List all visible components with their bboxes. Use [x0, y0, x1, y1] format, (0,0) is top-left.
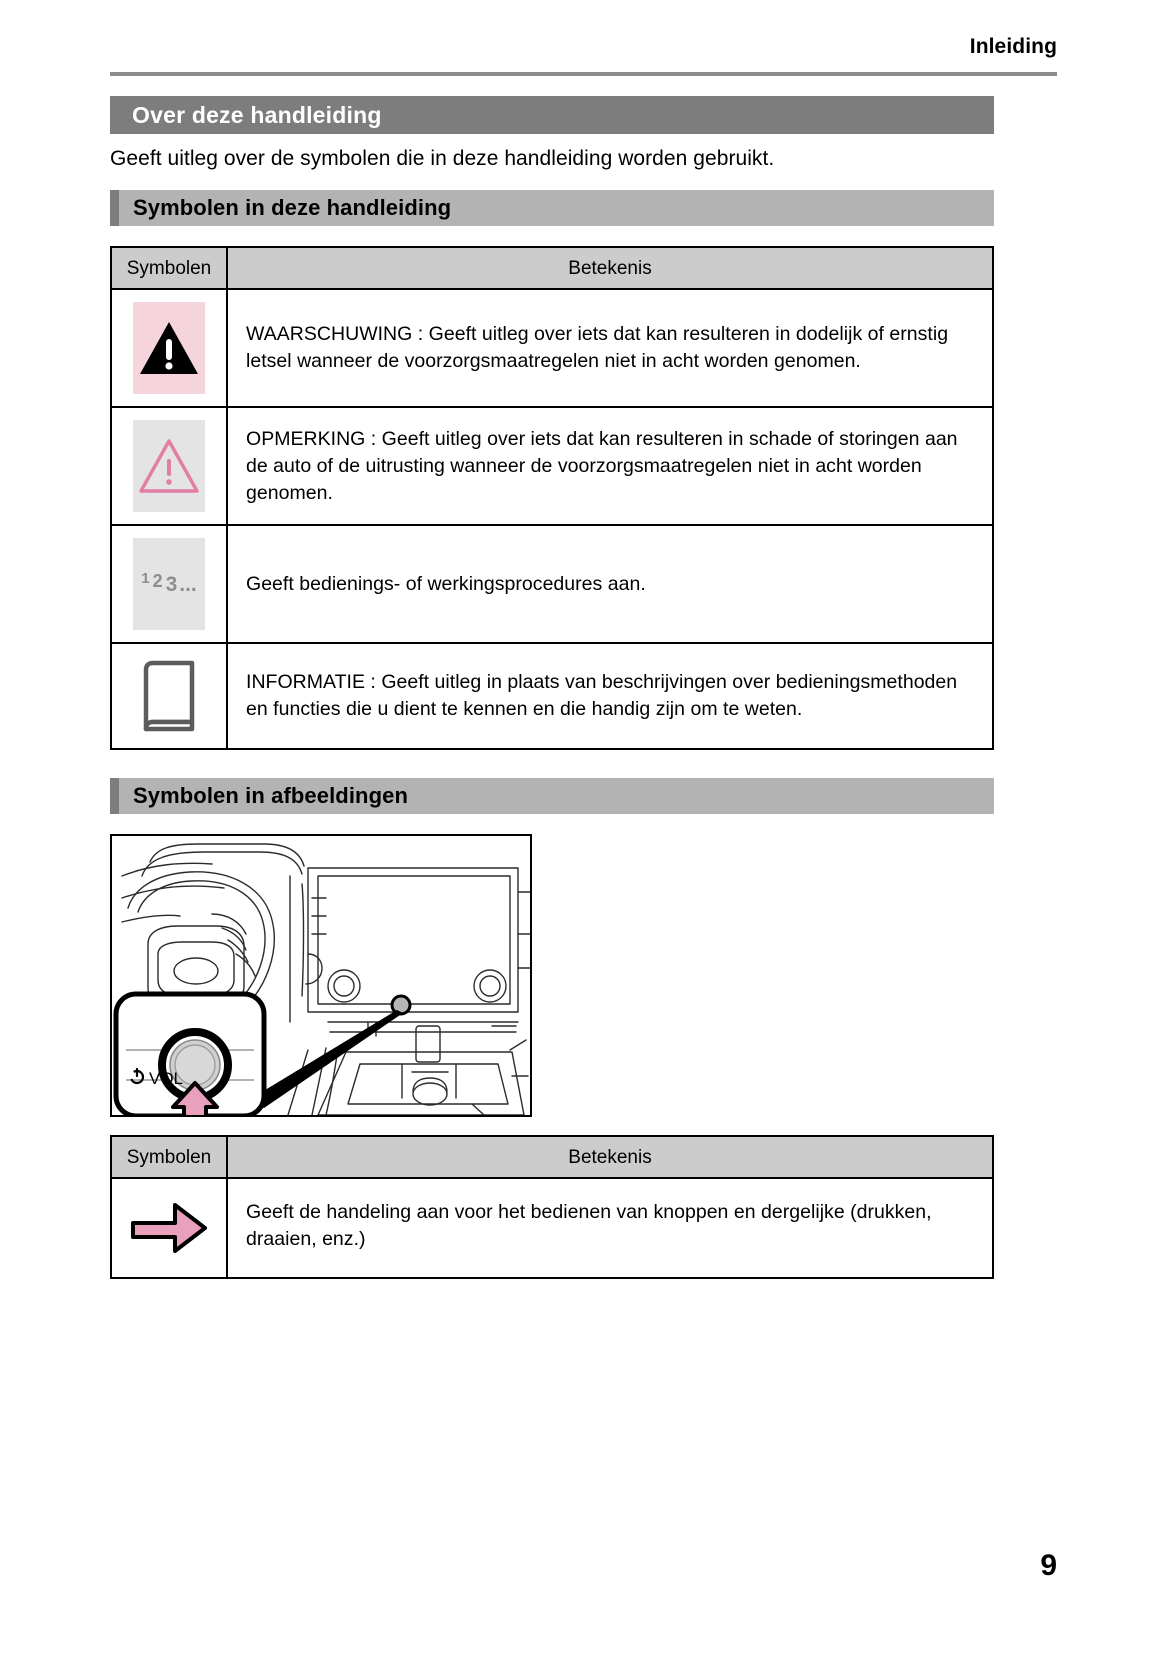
step-number-2: 2 — [152, 570, 163, 591]
subsection-title: Symbolen in deze handleiding — [133, 195, 452, 221]
symbol-wrapper — [112, 408, 226, 524]
meaning-cell — [227, 407, 993, 525]
meaning-cell — [227, 643, 993, 749]
table-row — [111, 289, 993, 407]
car-interior-dashboard-illustration — [110, 834, 532, 1117]
page-content — [110, 96, 994, 1279]
symbol-wrapper — [112, 290, 226, 406]
symbol-wrapper — [112, 1185, 226, 1271]
symbol-cell — [111, 525, 227, 643]
meaning-cell — [227, 1178, 993, 1278]
section-title: Over deze handleiding — [132, 101, 382, 128]
meaning-text: OPMERKING : Geeft uitleg over iets dat kan resulteren in schade of storingen aan de auto of de uitrusting wanneer de voorzorgsmaatregelen niet in acht worden genomen. — [246, 427, 958, 504]
table-row — [111, 1178, 993, 1278]
symbol-wrapper — [112, 526, 226, 642]
meaning-cell — [227, 289, 993, 407]
meaning-text: Geeft de handeling aan voor het bedienen van knoppen en dergelijke (drukken, draaien, enz.) — [246, 1201, 932, 1251]
page-number: 9 — [1040, 1549, 1057, 1582]
column-header-symbolen: Symbolen — [111, 1136, 227, 1178]
step-ellipsis: ... — [179, 572, 197, 596]
vol-label: VOL — [149, 1069, 184, 1089]
section-intro-text: Geeft uitleg over de symbolen die in deze handleiding worden gebruikt. — [110, 147, 775, 170]
step-number-1: 1 — [141, 569, 150, 587]
table-row — [111, 407, 993, 525]
symbol-cell — [111, 643, 227, 749]
warning-triangle-filled-icon — [138, 319, 200, 377]
subsection-title: Symbolen in afbeeldingen — [133, 783, 408, 809]
numbered-steps-icon — [141, 569, 197, 596]
column-header-symbolen: Symbolen — [111, 247, 227, 289]
chapter-title: Inleiding — [969, 35, 1057, 58]
symbol-cell — [111, 407, 227, 525]
symbol-wrapper — [112, 644, 226, 748]
subsection-header-illustration-symbols — [110, 778, 994, 814]
subsection-accent-bar — [110, 778, 119, 814]
numbered-steps-icon-backdrop — [133, 538, 205, 630]
table-row — [111, 525, 993, 643]
illustration-symbols-table — [110, 1135, 994, 1279]
meaning-text: WAARSCHUWING : Geeft uitleg over iets dat kan resulteren in dodelijk of ernstig letsel wanneer de voorzorgsmaatregelen niet in acht worden genomen. — [246, 323, 949, 373]
dashboard-drawing — [112, 836, 530, 1115]
caution-icon-backdrop — [133, 420, 205, 512]
meaning-text: Geeft bedienings- of werkingsprocedures aan. — [246, 572, 646, 595]
subsection-header-manual-symbols — [110, 190, 994, 226]
header-divider — [110, 72, 1057, 76]
meaning-text: INFORMATIE : Geeft uitleg in plaats van beschrijvingen over bedieningsmethoden en functies die u dient te kennen en die handig zijn om te weten. — [246, 671, 958, 721]
symbol-cell — [111, 289, 227, 407]
symbol-cell — [111, 1178, 227, 1278]
manual-symbols-table — [110, 246, 994, 750]
subsection-accent-bar — [110, 190, 119, 226]
column-header-betekenis: Betekenis — [227, 247, 993, 289]
meaning-cell — [227, 525, 993, 643]
step-number-3: 3 — [165, 572, 178, 596]
callout-target-dot — [392, 996, 410, 1014]
book-information-icon — [138, 656, 200, 736]
table-header-row — [111, 1136, 993, 1178]
column-header-betekenis: Betekenis — [227, 1136, 993, 1178]
warning-icon-backdrop — [133, 302, 205, 394]
running-header — [0, 0, 1165, 80]
callout-magnifier-box — [116, 994, 264, 1115]
table-header-row — [111, 247, 993, 289]
table-row — [111, 643, 993, 749]
section-header-bar — [110, 96, 994, 134]
pink-right-arrow-icon — [127, 1197, 211, 1259]
caution-triangle-outline-icon — [138, 437, 200, 495]
